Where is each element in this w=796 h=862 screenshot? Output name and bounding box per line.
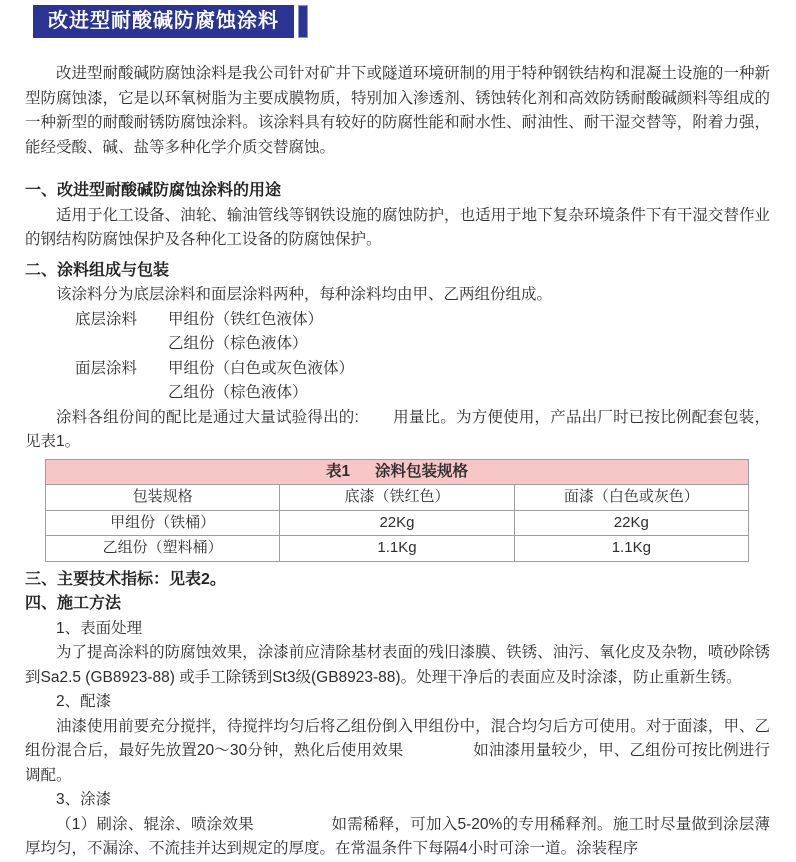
painting-text-part1: （1）刷涂、辊涂、喷涂效果 (56, 815, 254, 833)
table-row (46, 510, 749, 536)
table-header-cell: 底漆（铁红色） (280, 485, 514, 511)
heading-usage: 一、改进型耐酸碱防腐蚀涂料的用途 (25, 182, 282, 199)
composition-component: 乙组份（棕色液体） (168, 335, 308, 352)
banner-accent-bar (298, 5, 308, 38)
table-cell: 1.1Kg (514, 536, 748, 562)
composition-component: 乙组份（棕色液体） (168, 384, 308, 401)
composition-row (25, 332, 770, 357)
composition-label: 底层涂料 (75, 310, 138, 328)
composition-row (25, 308, 770, 333)
table-header-cell: 包装规格 (46, 485, 280, 511)
blank-gap (403, 754, 473, 755)
composition-component: 甲组份（铁红色液体） (168, 310, 324, 328)
table-label: 表1 (326, 462, 351, 480)
table-header-cell: 面漆（白色或灰色） (514, 485, 748, 511)
table-cell: 甲组份（铁桶） (46, 510, 280, 536)
table-cell: 1.1Kg (280, 536, 514, 562)
ratio-text-part1: 涂料各组份间的配比是通过大量试验得出的: (56, 408, 359, 426)
step-title-painting: 3、涂漆 (56, 791, 112, 808)
composition-label (25, 381, 168, 406)
page-title: 改进型耐酸碱防腐蚀涂料 (33, 5, 294, 38)
table-cell: 22Kg (280, 510, 514, 536)
intro-paragraph: 改进型耐酸碱防腐蚀涂料是我公司针对矿井下或隧道环境研制的用于特种钢铁结构和混凝土设施的一种新型防腐蚀漆，它是以环氧树脂为主要成膜物质，特别加入渗透剂、锈蚀转化剂和高效防锈耐酸碱颜料等组成的一种新型的耐酸耐锈防腐蚀涂料。该涂料具有较好的防腐性能和耐水性、耐油性、耐干湿交替等，附着力强，能经受酸、碱、盐等多种化学介质交替腐蚀。 (25, 65, 770, 156)
blank-gap (254, 828, 332, 829)
document-page (0, 5, 796, 862)
composition-label: 面层涂料 (75, 359, 138, 377)
step-title-mixing: 2、配漆 (56, 693, 112, 710)
table-cell: 22Kg (514, 510, 748, 536)
table-caption (46, 459, 749, 485)
painting-text-part2: 如需稀释，可加入5-20%的专用稀释剂。施工时尽量做到涂层薄厚均匀，不漏涂、不流挂并达到规定的厚度。在常温条件下每隔4小时可涂一道。涂装程序 (25, 815, 770, 857)
ratio-text-part2: 用量比。为方便使用，产品出厂时已按比例配套包装，见表1。 (25, 408, 770, 450)
composition-label (25, 332, 168, 357)
composition-row (25, 357, 770, 382)
packing-table (45, 459, 749, 562)
ratio-paragraph (25, 406, 770, 455)
composition-component: 甲组份（白色或灰色液体） (168, 359, 355, 377)
heading-specs: 三、主要技术指标：见表2。 (25, 570, 226, 588)
table-header-row (46, 485, 749, 511)
table-caption-row (46, 459, 749, 485)
table-cell: 乙组份（塑料桶） (46, 536, 280, 562)
step-title-surface: 1、表面处理 (56, 619, 143, 637)
step-paragraph-surface: 为了提高涂料的防腐蚀效果，涂漆前应清除基材表面的残旧漆膜、铁锈、油污、氧化皮及杂物，喷砂除锈到Sa2.5 (GB8923-88) 或手工除锈到St3级(GB8923-88)。处理干净后的表面应及时涂漆，防止重新生锈。 (25, 644, 770, 686)
table-row (46, 536, 749, 562)
step-paragraph-mixing (25, 715, 770, 789)
heading-composition: 二、涂料组成与包装 (25, 261, 170, 279)
composition-row (25, 381, 770, 406)
mixing-text-part2: 如油漆用量较少，甲、乙组份可按比例进行调配。 (25, 742, 770, 784)
blank-gap (359, 421, 393, 422)
mixing-text-part1: 油漆使用前要充分搅拌，待搅拌均匀后将乙组份倒入甲组份中，混合均匀后方可使用。对于面漆，甲、乙组份混合后，最好先放置20～30分钟，熟化后使用效果 (25, 717, 770, 759)
heading-application: 四、施工方法 (25, 595, 122, 612)
table-title: 涂料包装规格 (374, 462, 468, 480)
composition-intro: 该涂料分为底层涂料和面层涂料两种，每种涂料均由甲、乙两组份组成。 (56, 286, 553, 303)
title-banner (33, 5, 770, 38)
step-paragraph-painting (25, 813, 770, 862)
usage-paragraph: 适用于化工设备、油轮、输油管线等钢铁设施的腐蚀防护，也适用于地下复杂环境条件下有干湿交替作业的钢结构防腐蚀保护及各种化工设备的防腐蚀保护。 (25, 206, 770, 248)
